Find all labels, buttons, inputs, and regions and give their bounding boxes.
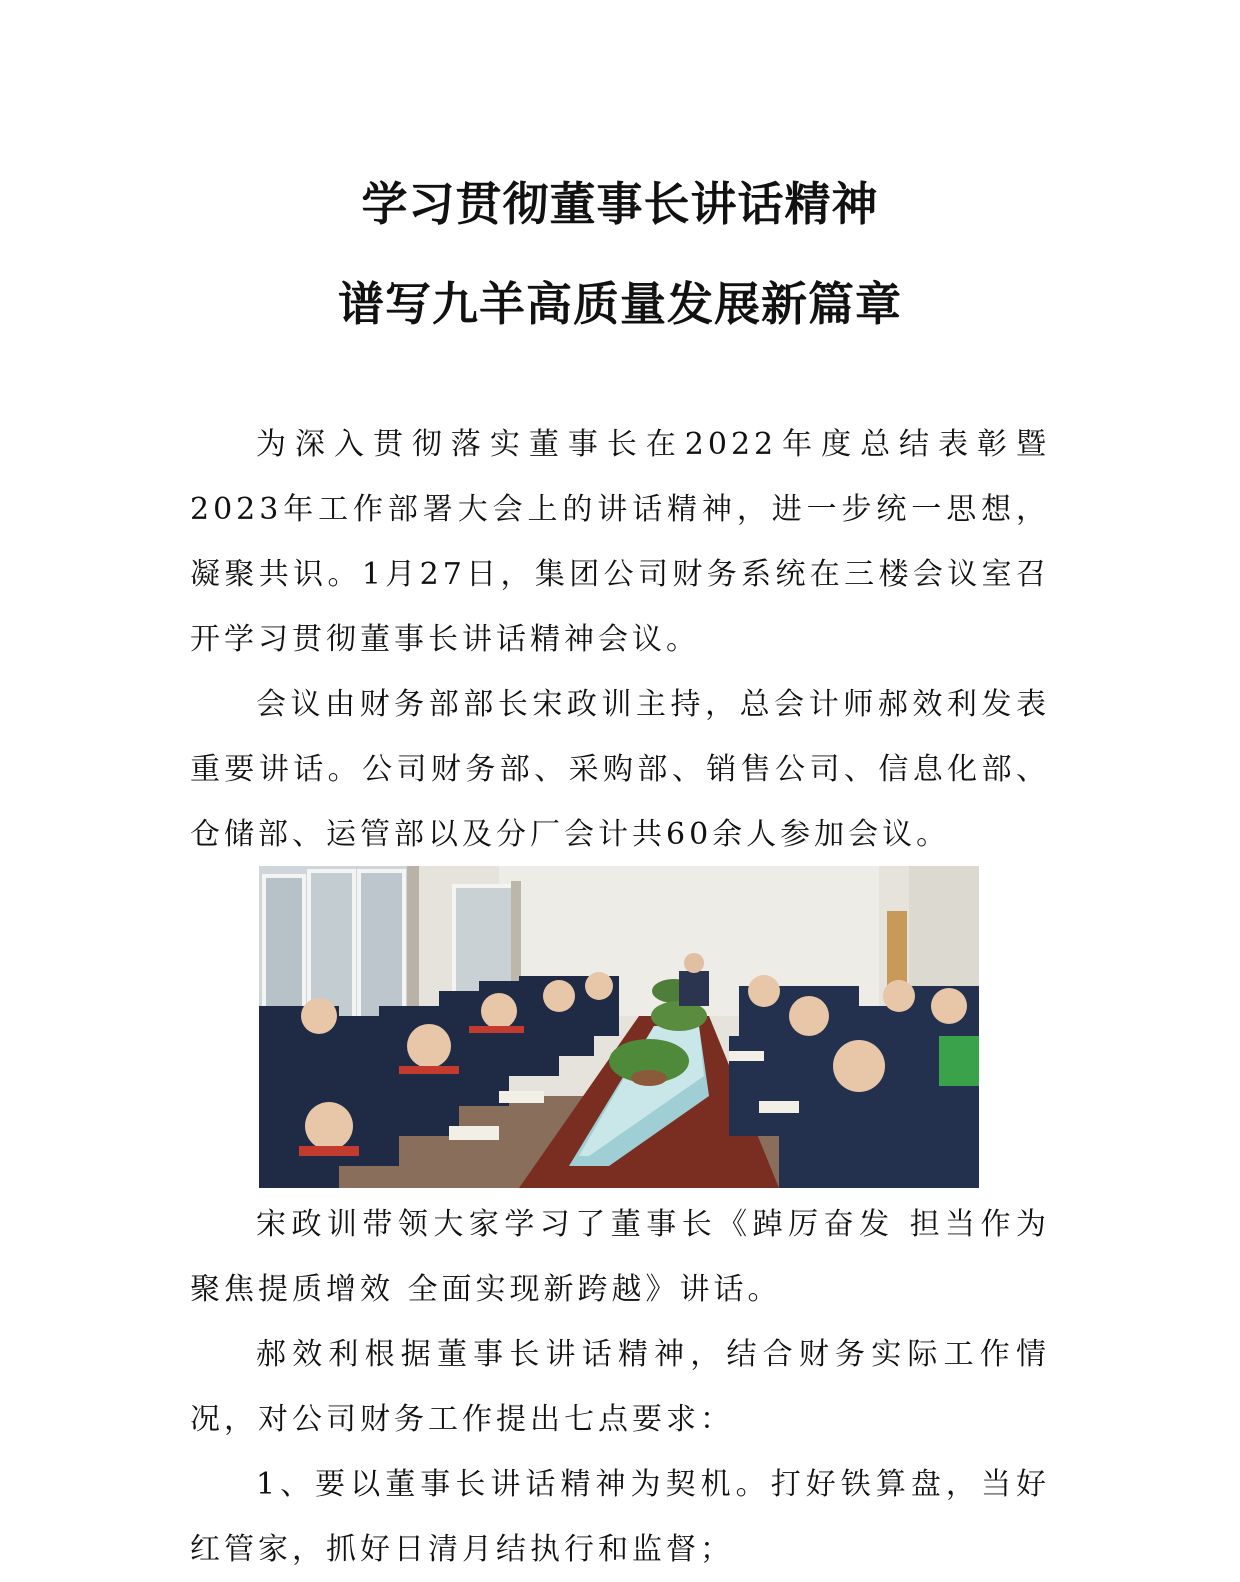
paragraph-intro: 为深入贯彻落实董事长在2022年度总结表彰暨2023年工作部署大会上的讲话精神，进一步统一思想，凝聚共识。1月27日，集团公司财务系统在三楼会议室召开学习贯彻董事长讲话精神会议。 [190, 427, 1050, 657]
document-title-line-2: 谱写九羊高质量发展新篇章 [338, 277, 902, 331]
document-title-line-1: 学习贯彻董事长讲话精神 [361, 177, 879, 231]
paragraph-study: 宋政训带领大家学习了董事长《踔厉奋发 担当作为 聚焦提质增效 全面实现新跨越》讲话。 [190, 1207, 1050, 1307]
paragraph-requirements: 郝效利根据董事长讲话精神，结合财务实际工作情况，对公司财务工作提出七点要求： [190, 1337, 1050, 1437]
meeting-photo [259, 866, 979, 1188]
paragraph-attendance: 会议由财务部部长宋政训主持，总会计师郝效利发表重要讲话。公司财务部、采购部、销售公司、信息化部、仓储部、运管部以及分厂会计共60余人参加会议。 [190, 687, 1050, 852]
paragraph-requirement-1: 1、要以董事长讲话精神为契机。打好铁算盘，当好红管家，抓好日清月结执行和监督； [190, 1467, 1050, 1567]
